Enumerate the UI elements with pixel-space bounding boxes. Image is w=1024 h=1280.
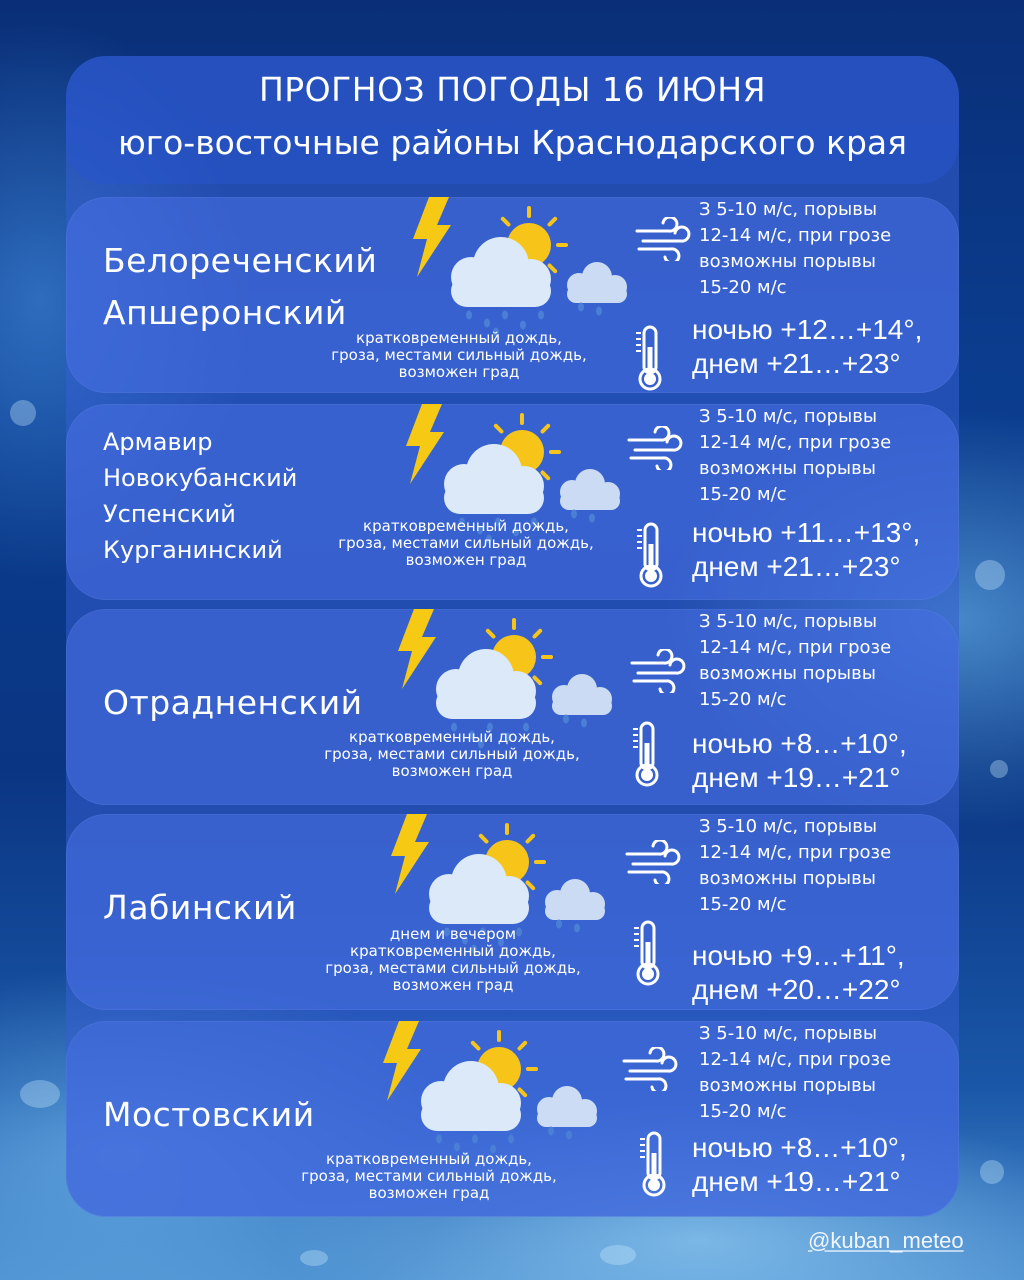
wind-line: возможны порывы bbox=[699, 1075, 876, 1096]
condition-line: кратковременный дождь, bbox=[356, 329, 562, 347]
wind-line: З 5-10 м/с, порывы bbox=[699, 199, 878, 220]
page-subtitle: юго-восточные районы Краснодарского края bbox=[118, 123, 907, 162]
condition-line: возможен град bbox=[391, 762, 513, 780]
temperature-block bbox=[692, 727, 907, 795]
wind-line: возможны порывы bbox=[699, 663, 876, 684]
wind-line: возможны порывы bbox=[699, 458, 876, 479]
wind-icon bbox=[635, 217, 691, 261]
wind-line: 12-14 м/с, при грозе bbox=[699, 842, 892, 863]
wind-line: 12-14 м/с, при грозе bbox=[699, 1049, 892, 1070]
region-panel bbox=[66, 197, 959, 393]
thermometer-icon bbox=[639, 1131, 669, 1197]
temperature-block bbox=[692, 313, 922, 381]
temperature-block bbox=[692, 1131, 907, 1199]
wind-icon bbox=[622, 1047, 678, 1091]
region-panel bbox=[66, 404, 959, 600]
wind-icon bbox=[630, 649, 686, 693]
region-names bbox=[103, 1089, 315, 1141]
wind-text bbox=[699, 197, 891, 301]
wind-text bbox=[699, 404, 891, 508]
temperature-day: днем +21…+23° bbox=[692, 348, 901, 379]
thermometer-icon bbox=[632, 721, 662, 787]
condition-line: гроза, местами сильный дождь, bbox=[331, 346, 587, 364]
region-names bbox=[103, 235, 377, 339]
region-name: Белореченский bbox=[103, 241, 378, 280]
condition-line: гроза, местами сильный дождь, bbox=[338, 534, 594, 552]
wind-text bbox=[699, 814, 891, 918]
condition-text bbox=[303, 926, 603, 994]
wind-line: 12-14 м/с, при грозе bbox=[699, 225, 892, 246]
temperature-night: ночью +8…+10°, bbox=[692, 728, 907, 759]
wind-line: З 5-10 м/с, порывы bbox=[699, 1023, 878, 1044]
temperature-night: ночью +9…+11°, bbox=[692, 940, 905, 971]
region-panel bbox=[66, 1021, 959, 1217]
wind-icon bbox=[625, 840, 681, 884]
wind-line: 15-20 м/с bbox=[699, 277, 787, 298]
temperature-block bbox=[692, 516, 920, 584]
region-names bbox=[103, 424, 297, 568]
wind-icon bbox=[627, 426, 683, 470]
wind-line: 15-20 м/с bbox=[699, 894, 787, 915]
condition-line: гроза, местами сильный дождь, bbox=[325, 959, 581, 977]
region-name: Успенский bbox=[103, 500, 236, 528]
condition-line: кратковременный дождь, bbox=[363, 517, 569, 535]
wind-line: 15-20 м/с bbox=[699, 689, 787, 710]
page-title: ПРОГНОЗ ПОГОДЫ 16 ИЮНЯ bbox=[258, 70, 767, 109]
condition-line: кратковременный дождь, bbox=[350, 942, 556, 960]
temperature-day: днем +21…+23° bbox=[692, 551, 901, 582]
condition-line: возможен град bbox=[405, 551, 527, 569]
condition-text bbox=[279, 1151, 579, 1202]
condition-line: гроза, местами сильный дождь, bbox=[324, 745, 580, 763]
thunderstorm-rain-sun-icon bbox=[371, 1021, 671, 1161]
wind-line: 12-14 м/с, при грозе bbox=[699, 637, 892, 658]
region-panel bbox=[66, 609, 959, 805]
wind-line: З 5-10 м/с, порывы bbox=[699, 816, 878, 837]
condition-line: возможен град bbox=[368, 1184, 490, 1202]
wind-line: З 5-10 м/с, порывы bbox=[699, 406, 878, 427]
temperature-night: ночью +8…+10°, bbox=[692, 1132, 907, 1163]
condition-line: возможен град bbox=[392, 976, 514, 994]
region-name: Мостовский bbox=[103, 1095, 315, 1134]
condition-line: гроза, местами сильный дождь, bbox=[301, 1167, 557, 1185]
header bbox=[66, 56, 959, 184]
wind-line: 15-20 м/с bbox=[699, 484, 787, 505]
thermometer-icon bbox=[636, 522, 666, 588]
region-names bbox=[103, 882, 297, 934]
condition-line: кратковременный дождь, bbox=[349, 728, 555, 746]
thermometer-icon bbox=[635, 325, 665, 391]
condition-text bbox=[309, 330, 609, 381]
region-name: Армавир bbox=[103, 428, 213, 456]
wind-text bbox=[699, 609, 891, 713]
wind-line: 15-20 м/с bbox=[699, 1101, 787, 1122]
temperature-day: днем +19…+21° bbox=[692, 762, 901, 793]
thermometer-icon bbox=[633, 920, 663, 986]
condition-line: днем и вечером bbox=[389, 925, 517, 943]
temperature-day: днем +19…+21° bbox=[692, 1166, 901, 1197]
condition-text bbox=[316, 518, 616, 569]
temperature-block bbox=[692, 939, 905, 1007]
region-name: Новокубанский bbox=[103, 464, 298, 492]
condition-text bbox=[302, 729, 602, 780]
region-name: Отрадненский bbox=[103, 683, 363, 722]
region-name: Апшеронский bbox=[103, 293, 347, 332]
wind-line: возможны порывы bbox=[699, 868, 876, 889]
condition-line: возможен град bbox=[398, 363, 520, 381]
wind-text bbox=[699, 1021, 891, 1125]
condition-line: кратковременный дождь, bbox=[326, 1150, 532, 1168]
wind-line: З 5-10 м/с, порывы bbox=[699, 611, 878, 632]
region-panel bbox=[66, 814, 959, 1010]
wind-line: 12-14 м/с, при грозе bbox=[699, 432, 892, 453]
social-handle[interactable]: @kuban_meteo bbox=[808, 1228, 964, 1253]
temperature-night: ночью +11…+13°, bbox=[692, 517, 921, 548]
region-name: Лабинский bbox=[103, 888, 297, 927]
wind-line: возможны порывы bbox=[699, 251, 876, 272]
temperature-day: днем +20…+22° bbox=[692, 974, 901, 1005]
temperature-night: ночью +12…+14°, bbox=[692, 314, 923, 345]
region-names bbox=[103, 677, 363, 729]
region-name: Курганинский bbox=[103, 536, 283, 564]
